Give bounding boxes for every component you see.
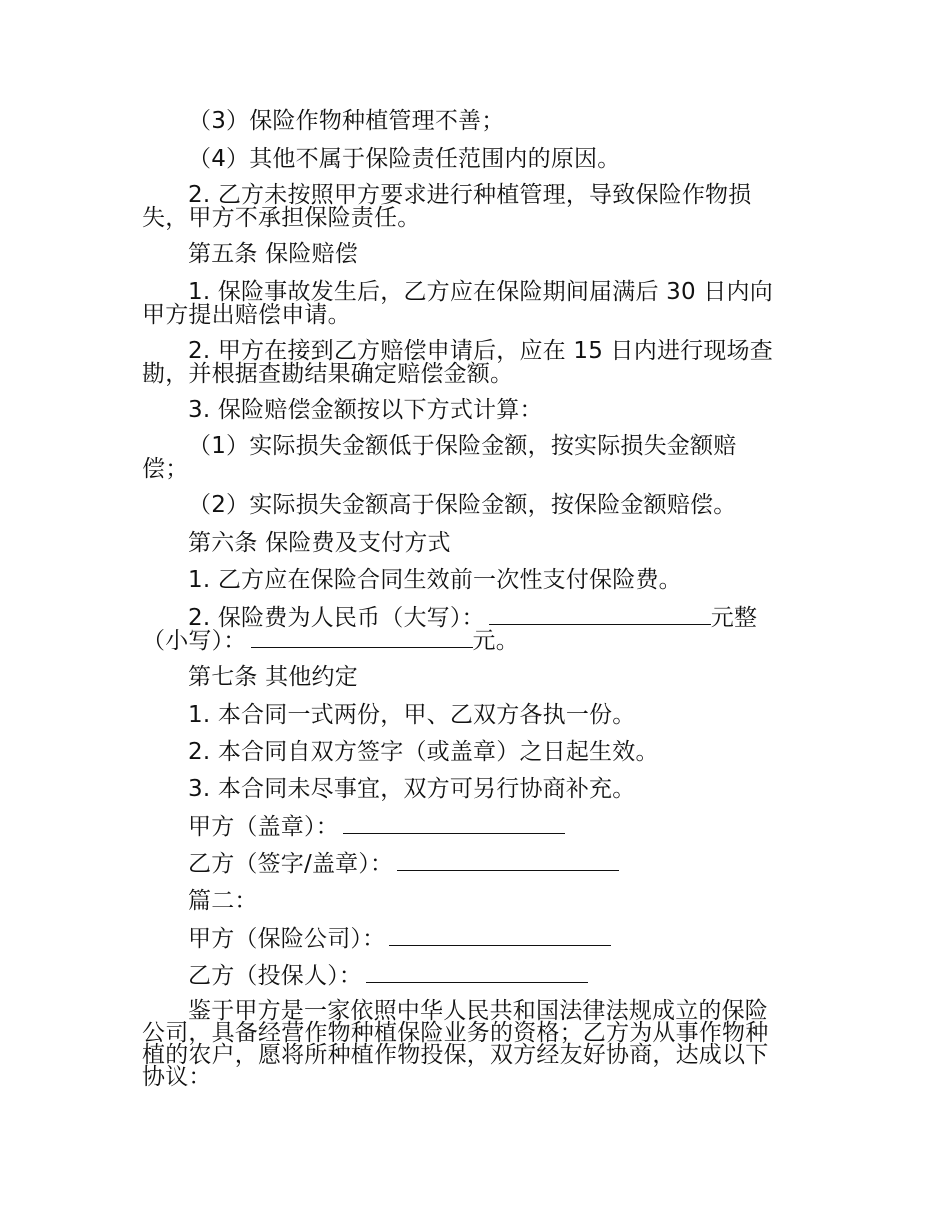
exclusion-item-4: （4）其他不属于保险责任范围内的原因。	[188, 146, 621, 172]
premium-uppercase-blank[interactable]	[489, 606, 711, 625]
clause-2-line-2: 失，甲方不承担保险责任。	[142, 205, 421, 231]
premium-uppercase-suffix: 元整	[710, 605, 758, 631]
signature-party-a-blank[interactable]	[343, 815, 565, 834]
premium-uppercase-line	[188, 606, 757, 629]
preamble-line-3: 植的农户，愿将所种植作物投保，双方经友好协商，达成以下	[142, 1042, 769, 1068]
article-5-item-3: 3. 保险赔偿金额按以下方式计算：	[188, 397, 543, 423]
party-a-insurer-line	[188, 926, 611, 952]
preamble-line-2: 公司，具备经营作物种植保险业务的资格；乙方为从事作物种	[142, 1020, 769, 1046]
party-a-insurer-blank[interactable]	[389, 927, 611, 946]
article-7-item-2: 2. 本合同自双方签字（或盖章）之日起生效。	[188, 739, 659, 765]
party-b-insured-blank[interactable]	[366, 964, 588, 983]
signature-party-b-label: 乙方（签字/盖章）：	[188, 851, 394, 877]
premium-lowercase-label: （小写）：	[142, 628, 247, 654]
article-5-item-2-line-2: 勘，并根据查勘结果确定赔偿金额。	[142, 361, 514, 387]
article-5-heading: 第五条 保险赔偿	[188, 241, 358, 267]
signature-party-a-line	[188, 814, 565, 840]
exclusion-item-3: （3）保险作物种植管理不善；	[188, 108, 505, 134]
article-5-item-1-line-2: 甲方提出赔偿申请。	[142, 302, 351, 328]
calc-item-2: （2）实际损失金额高于保险金额，按保险金额赔偿。	[188, 492, 737, 518]
party-b-insured-label: 乙方（投保人）：	[188, 963, 363, 989]
calc-item-1-line-1: （1）实际损失金额低于保险金额，按实际损失金额赔	[188, 433, 737, 459]
article-6-item-1: 1. 乙方应在保险合同生效前一次性支付保险费。	[188, 567, 682, 593]
premium-lowercase-suffix: 元。	[472, 628, 519, 654]
part-two-heading: 篇二：	[188, 888, 258, 914]
premium-lowercase-line	[142, 629, 519, 652]
article-7-item-1: 1. 本合同一式两份，甲、乙双方各执一份。	[188, 702, 636, 728]
premium-uppercase-label: 2. 保险费为人民币（大写）：	[188, 605, 485, 631]
party-a-insurer-label: 甲方（保险公司）：	[188, 926, 386, 952]
calc-item-1-line-2: 偿；	[142, 456, 189, 482]
preamble-line-1: 鉴于甲方是一家依照中华人民共和国法律法规成立的保险	[188, 998, 768, 1024]
signature-party-a-label: 甲方（盖章）：	[188, 814, 339, 840]
article-7-item-3: 3. 本合同未尽事宜，双方可另行协商补充。	[188, 776, 636, 802]
article-5-item-2-line-1: 2. 甲方在接到乙方赔偿申请后，应在 15 日内进行现场查	[188, 338, 773, 364]
signature-party-b-blank[interactable]	[397, 852, 619, 871]
article-5-item-1-line-1: 1. 保险事故发生后，乙方应在保险期间届满后 30 日内向	[188, 279, 773, 305]
article-6-heading: 第六条 保险费及支付方式	[188, 530, 451, 556]
article-7-heading: 第七条 其他约定	[188, 664, 358, 690]
clause-2-line-1: 2. 乙方未按照甲方要求进行种植管理，导致保险作物损	[188, 182, 752, 208]
party-b-insured-line	[188, 963, 588, 989]
premium-lowercase-blank[interactable]	[251, 629, 473, 648]
signature-party-b-line	[188, 851, 619, 877]
preamble-line-4: 协议：	[142, 1064, 212, 1090]
